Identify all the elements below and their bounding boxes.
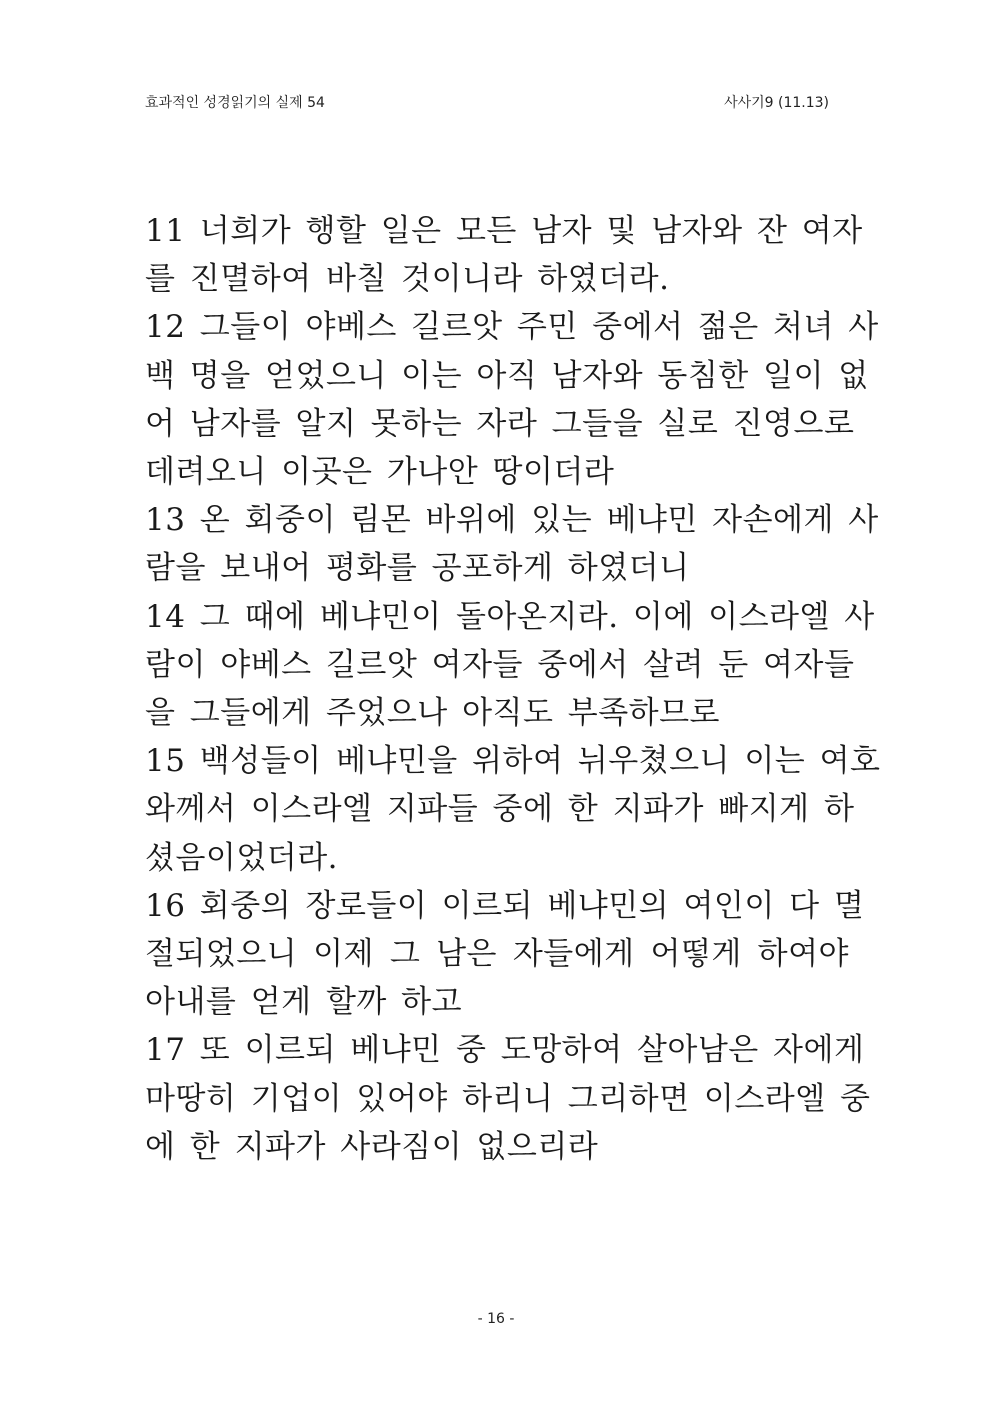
text-line: 셨음이었더라. <box>145 839 339 876</box>
text-line: 람을 보내어 평화를 공포하게 하였더니 <box>145 550 690 587</box>
text-line: 12 그들이 야베스 길르앗 주민 중에서 젊은 처녀 사 <box>145 309 879 346</box>
header-title: 효과적인 성경읽기의 실제 54 <box>145 95 325 111</box>
text-line: 를 진멸하여 바칠 것이니라 하였더라. <box>145 261 670 298</box>
text-line: 람이 야베스 길르앗 여자들 중에서 살려 둔 여자들 <box>145 646 855 683</box>
text-line: 11 너희가 행할 일은 모든 남자 및 남자와 잔 여자 <box>145 213 863 249</box>
text-line: 14 그 때에 베냐민이 돌아온지라. 이에 이스라엘 사 <box>145 598 875 635</box>
text-line: 에 한 지파가 사라짐이 없으리라 <box>145 1128 599 1165</box>
text-line: 17 또 이르되 베냐민 중 도망하여 살아남은 자에게 <box>145 1032 865 1069</box>
text-line: 절되었으니 이제 그 남은 자들에게 어떻게 하여야 <box>145 936 849 973</box>
text-line: 13 온 회중이 림몬 바위에 있는 베냐민 자손에게 사 <box>145 502 879 539</box>
text-line: 15 백성들이 베냐민을 위하여 뉘우쳤으니 이는 여호 <box>145 743 881 780</box>
text-line: 데려오니 이곳은 가나안 땅이더라 <box>145 454 615 491</box>
text-line: 백 명을 얻었으니 이는 아직 남자와 동침한 일이 없 <box>145 357 869 394</box>
text-line: 어 남자를 알지 못하는 자라 그들을 실로 진영으로 <box>145 405 855 442</box>
header-chapter-date: 사사기9 (11.13) <box>724 95 829 111</box>
scripture-body <box>145 207 881 1171</box>
text-line: 마땅히 기업이 있어야 하리니 그리하면 이스라엘 중 <box>145 1080 871 1117</box>
text-line: 을 그들에게 주었으나 아직도 부족하므로 <box>145 695 720 732</box>
page-number: - 16 - <box>477 1311 515 1327</box>
text-line: 16 회중의 장로들이 이르되 베냐민의 여인이 다 멸 <box>145 887 865 924</box>
text-line: 아내를 얻게 할까 하고 <box>145 984 463 1021</box>
text-line: 와께서 이스라엘 지파들 중에 한 지파가 빠지게 하 <box>145 791 855 828</box>
